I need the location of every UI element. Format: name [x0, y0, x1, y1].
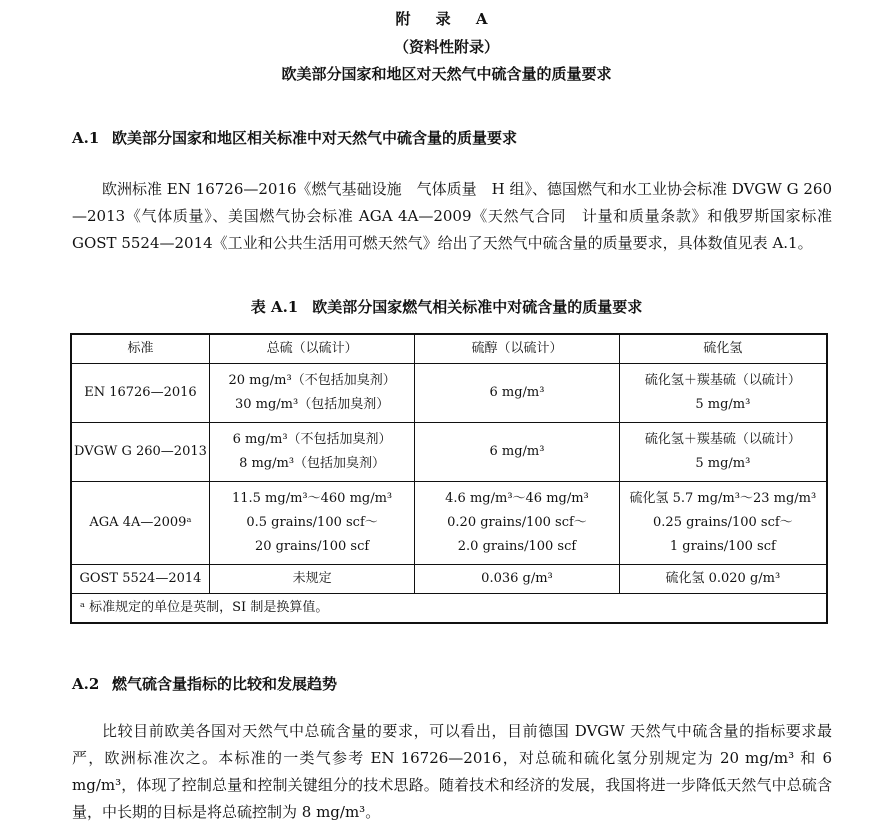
cell-total-sulfur: [209, 423, 414, 482]
cell-standard: EN 16726—2016: [71, 364, 209, 423]
section-number: A.2: [72, 675, 100, 693]
cell-line: 0.036 g/m³: [481, 571, 553, 586]
table-row: [71, 565, 827, 594]
table-row: [71, 482, 827, 565]
cell-line: 20 grains/100 scf: [254, 539, 370, 554]
header-mercaptan: 硫醇（以硫计）: [415, 334, 619, 364]
header-h2s: 硫化氢: [619, 334, 827, 364]
cell-h2s: [619, 482, 827, 565]
table-caption-title: 欧美部分国家燃气相关标准中对硫含量的质量要求: [312, 298, 643, 316]
cell-line: 0.5 grains/100 scf～: [246, 515, 378, 530]
cell-mercaptan: [415, 423, 619, 482]
annex-title: 附 录 A: [395, 10, 498, 28]
cell-total-sulfur: [209, 565, 414, 594]
cell-line: 硫化氢 5.7 mg/m³～23 mg/m³: [629, 491, 817, 506]
cell-h2s: [619, 565, 827, 594]
cell-line: 5 mg/m³: [695, 456, 751, 471]
table-header-row: [71, 334, 827, 364]
cell-h2s: [619, 364, 827, 423]
section-number: A.1: [72, 129, 100, 147]
cell-total-sulfur: [209, 364, 414, 423]
section-a1-heading: [72, 127, 517, 148]
cell-standard: DVGW G 260—2013: [71, 423, 209, 482]
cell-line: 硫化氢＋羰基硫（以硫计）: [644, 432, 801, 447]
annex-heading: 欧美部分国家和地区对天然气中硫含量的质量要求: [281, 65, 612, 83]
table-caption-number: 表 A.1: [250, 298, 299, 316]
cell-mercaptan: [415, 482, 619, 565]
table-row: [71, 364, 827, 423]
section-title: 燃气硫含量指标的比较和发展趋势: [112, 675, 338, 693]
cell-standard: AGA 4A—2009ᵃ: [71, 482, 209, 565]
section-a2-paragraph: 比较目前欧美各国对天然气中总硫含量的要求，可以看出，目前德国 DVGW 天然气中硫含量的指标要求最严，欧洲标准次之。本标准的一类气参考 EN 16726—2016，对总硫和硫化氢分别规定为 20 mg/m³ 和 6 mg/m³，体现了控制总量和控制关键组分的技术思路。随着技术和经济的发展，我国将进一步降低天然气中总硫含量，中长期的目标是将总硫控制为 8 mg/m³。: [72, 722, 832, 821]
cell-line: 5 mg/m³: [695, 397, 751, 412]
section-a2-heading: [72, 673, 337, 694]
cell-line: 1 grains/100 scf: [669, 539, 776, 554]
cell-line: 2.0 grains/100 scf: [457, 539, 577, 554]
section-title: 欧美部分国家和地区相关标准中对天然气中硫含量的质量要求: [112, 129, 518, 147]
cell-line: 4.6 mg/m³～46 mg/m³: [445, 491, 589, 506]
cell-line: 6 mg/m³: [489, 444, 545, 459]
section-a1-paragraph: 欧洲标准 EN 16726—2016《燃气基础设施 气体质量 H 组》、德国燃气和水工业协会标准 DVGW G 260—2013《气体质量》、美国燃气协会标准 AGA 4A—2009《天然气合同 计量和质量条款》和俄罗斯国家标准 GOST 5524—2014《工业和公共生活用可燃天然气》给出了天然气中硫含量的质量要求，具体数值见表 A.1。: [72, 180, 832, 252]
cell-line: 8 mg/m³（包括加臭剂）: [239, 456, 386, 471]
cell-line: 6 mg/m³（不包括加臭剂）: [232, 432, 392, 447]
annex-subtitle: （资料性附录）: [393, 38, 499, 56]
cell-h2s: [619, 423, 827, 482]
cell-mercaptan: [415, 565, 619, 594]
table-note-row: [71, 594, 827, 624]
cell-line: 0.25 grains/100 scf～: [653, 515, 793, 530]
cell-total-sulfur: [209, 482, 414, 565]
cell-line: 未规定: [292, 571, 332, 586]
table-row: [71, 423, 827, 482]
header-standard: 标准: [71, 334, 209, 364]
cell-line: 硫化氢 0.020 g/m³: [665, 571, 781, 586]
cell-standard: GOST 5524—2014: [71, 565, 209, 594]
sulfur-quality-table: [70, 333, 828, 624]
cell-mercaptan: [415, 364, 619, 423]
table-footnote: ᵃ 标准规定的单位是英制，SI 制是换算值。: [71, 594, 827, 624]
header-total-sulfur: 总硫（以硫计）: [209, 334, 414, 364]
cell-line: 6 mg/m³: [489, 385, 545, 400]
table-caption: [0, 296, 893, 317]
cell-line: 20 mg/m³（不包括加臭剂）: [228, 373, 396, 388]
cell-line: 0.20 grains/100 scf～: [447, 515, 587, 530]
cell-line: 11.5 mg/m³～460 mg/m³: [231, 491, 393, 506]
cell-line: 30 mg/m³（包括加臭剂）: [234, 397, 390, 412]
cell-line: 硫化氢＋羰基硫（以硫计）: [644, 373, 801, 388]
